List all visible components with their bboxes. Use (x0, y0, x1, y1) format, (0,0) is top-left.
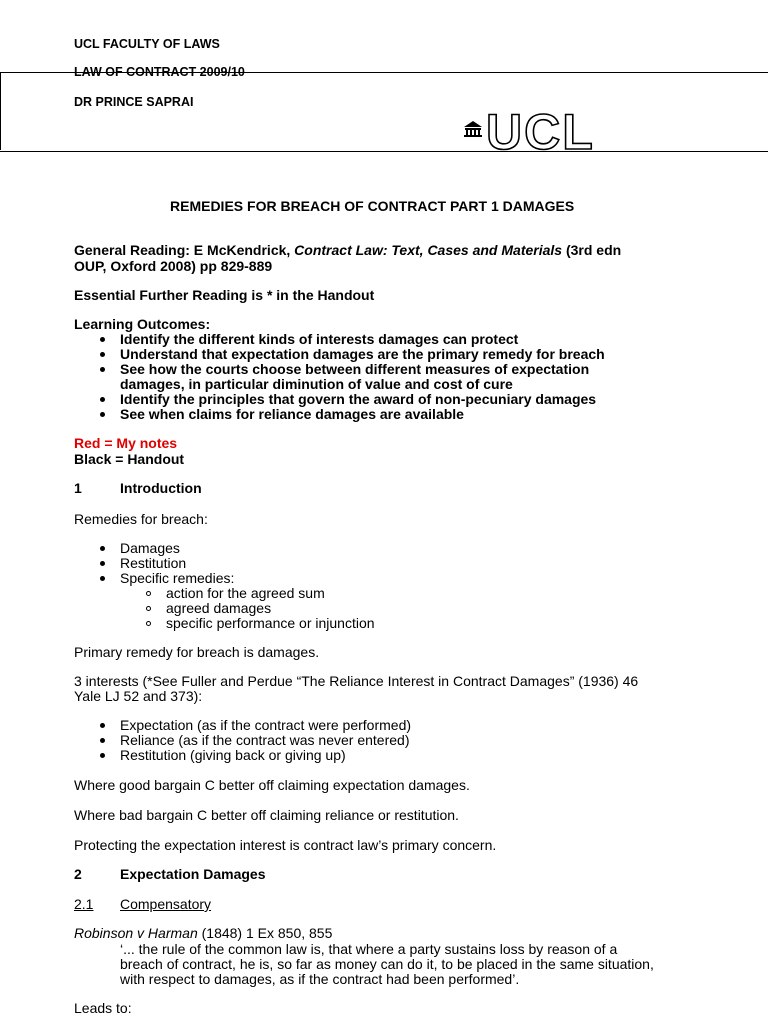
header-frame (0, 72, 768, 152)
ucl-logo-text: UCL (486, 104, 595, 160)
specific-remedy-item: agreed damages (166, 600, 272, 616)
bullet-icon (100, 397, 105, 402)
good-bargain: Where good bargain C better off claiming expectation damages. (74, 777, 470, 793)
sub-bullet-icon (146, 606, 151, 611)
specific-remedy-item: specific performance or injunction (166, 615, 375, 631)
remedy-item: Damages (120, 540, 180, 556)
bullet-icon (100, 546, 105, 551)
bullet-icon (100, 412, 105, 417)
interest-item: Reliance (as if the contract was never entered) (120, 732, 410, 748)
learning-outcome-item: See when claims for reliance damages are available (120, 406, 464, 422)
case-citation (74, 925, 332, 941)
learning-outcome-item: Identify the principles that govern the award of non-pecuniary damages (120, 391, 597, 407)
protecting-expectation: Protecting the expectation interest is contract law’s primary concern. (74, 837, 497, 853)
essential-reading: Essential Further Reading is * in the Handout (74, 287, 375, 303)
subsection-title: Compensatory (120, 896, 212, 912)
section-1-title: Introduction (120, 480, 202, 496)
bullet-icon (100, 367, 105, 372)
legend-black: Black = Handout (74, 451, 185, 467)
case-quote-line: with respect to damages, as if the contract had been performed’. (120, 971, 520, 987)
primary-remedy: Primary remedy for breach is damages. (74, 644, 320, 660)
section-2-number: 2 (74, 866, 82, 882)
bullet-icon (100, 352, 105, 357)
case-name: Robinson v Harman (74, 925, 198, 941)
remedies-intro: Remedies for breach: (74, 511, 208, 527)
case-cite: (1848) 1 Ex 850, 855 (197, 925, 333, 941)
bullet-icon (100, 738, 105, 743)
remedy-item: Specific remedies: (120, 570, 235, 586)
bullet-icon (100, 337, 105, 342)
interests-line2: Yale LJ 52 and 373): (74, 688, 203, 704)
section-2-title: Expectation Damages (120, 866, 266, 882)
legend-red: Red = My notes (74, 435, 178, 451)
learning-outcome-item: Understand that expectation damages are the primary remedy for breach (120, 346, 605, 362)
header-line-course: LAW OF CONTRACT 2009/10 (74, 65, 245, 79)
interests-line1: 3 interests (*See Fuller and Perdue “The Reliance Interest in Contract Damages” (1936) 46 (74, 673, 639, 689)
bullet-icon (100, 753, 105, 758)
bullet-icon (100, 561, 105, 566)
specific-remedy-item: action for the agreed sum (166, 585, 325, 601)
bad-bargain: Where bad bargain C better off claiming reliance or restitution. (74, 807, 459, 823)
header-line-lecturer: DR PRINCE SAPRAI (74, 95, 194, 109)
general-reading-book: Contract Law: Text, Cases and Materials (294, 242, 563, 258)
bullet-icon (100, 723, 105, 728)
leads-to: Leads to: (74, 1000, 132, 1016)
general-reading-line2: OUP, Oxford 2008) pp 829-889 (74, 258, 273, 274)
learning-outcome-item: See how the courts choose between different measures of expectation (120, 361, 590, 377)
sub-bullet-icon (146, 621, 151, 626)
case-quote-line: breach of contract, he is, so far as money can do it, to be placed in the same situation, (120, 956, 654, 972)
general-reading-suffix: (3rd edn (562, 242, 622, 258)
interest-item: Restitution (giving back or giving up) (120, 747, 346, 763)
page-title: REMEDIES FOR BREACH OF CONTRACT PART 1 DAMAGES (170, 198, 575, 214)
bullet-icon (100, 576, 105, 581)
sub-bullet-icon (146, 591, 151, 596)
case-quote-line: ‘... the rule of the common law is, that where a party sustains loss by reason of a (120, 941, 618, 957)
subsection-number: 2.1 (74, 896, 94, 912)
interest-item: Expectation (as if the contract were performed) (120, 717, 412, 733)
header-line-faculty: UCL FACULTY OF LAWS (74, 37, 220, 51)
general-reading-prefix: General Reading: E McKendrick, (74, 242, 295, 258)
learning-outcomes-heading: Learning Outcomes: (74, 316, 211, 332)
learning-outcome-item-continued: damages, in particular diminution of value and cost of cure (120, 376, 513, 392)
learning-outcome-item: Identify the different kinds of interests damages can protect (120, 331, 519, 347)
remedy-item: Restitution (120, 555, 187, 571)
section-1-number: 1 (74, 480, 82, 496)
header-frame-left-edge (0, 72, 1, 150)
ucl-logo (462, 104, 632, 160)
general-reading (74, 242, 621, 258)
